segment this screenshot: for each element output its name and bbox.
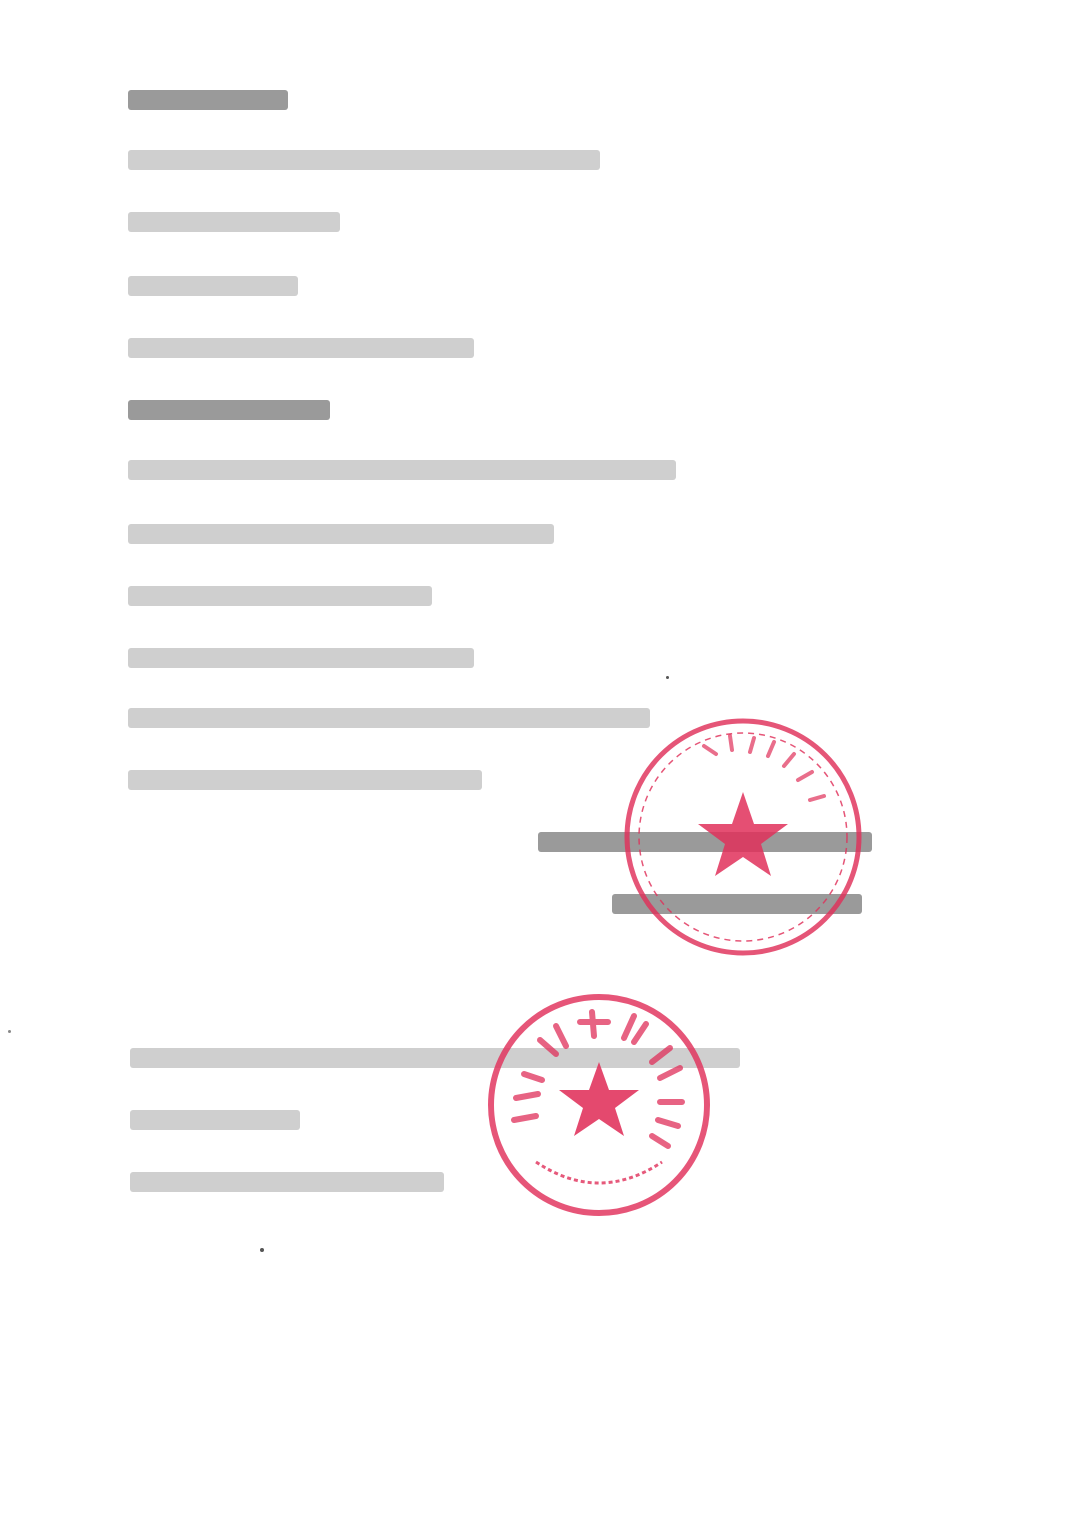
hotel-2-address — [128, 460, 676, 480]
contact-person — [130, 1110, 300, 1130]
rehab-hospital-stamp — [484, 990, 714, 1220]
registration-place-time — [128, 708, 650, 728]
hotel-1-heading — [128, 90, 288, 110]
registration-fee — [128, 770, 482, 790]
contact-email — [130, 1172, 444, 1192]
hotel-1-price — [128, 212, 340, 232]
scan-speck — [8, 1030, 11, 1033]
scan-speck — [260, 1248, 264, 1252]
hotel-1-address — [128, 150, 600, 170]
hotel-2-heading — [128, 400, 330, 420]
hotel-1-venue — [128, 276, 298, 296]
hotel-1-note — [128, 338, 474, 358]
scan-speck — [666, 676, 669, 679]
medical-center-stamp — [618, 712, 868, 962]
hotel-2-note — [128, 648, 474, 668]
hotel-2-price — [128, 524, 554, 544]
hotel-2-venue — [128, 586, 432, 606]
